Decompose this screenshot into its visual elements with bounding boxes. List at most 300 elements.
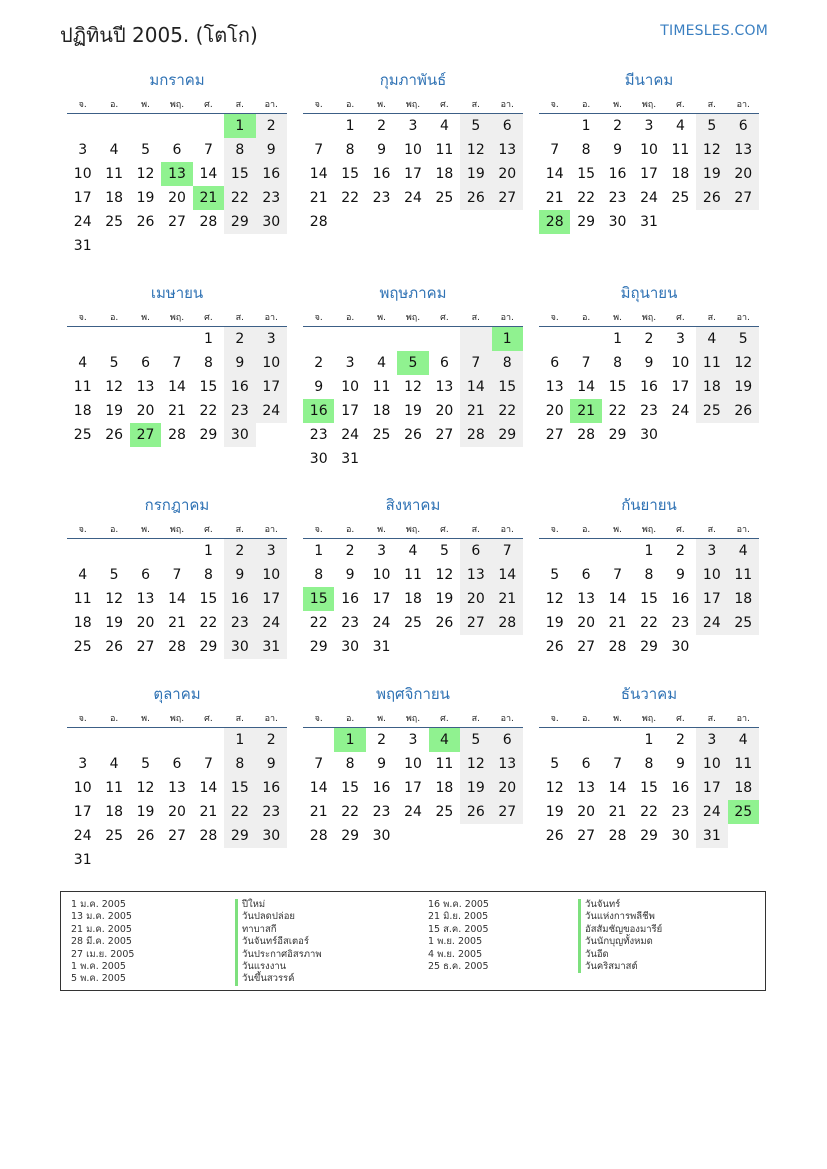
legend-left-names (235, 899, 322, 986)
day-cell-empty (98, 234, 129, 258)
day-cell: 5 (550, 756, 560, 772)
weekday-label: อ. (581, 313, 591, 323)
holiday-name: ปีใหม่ (235, 899, 322, 911)
weekday-label: อา. (736, 100, 750, 110)
weekday-label: พ. (141, 100, 150, 110)
day-cell: 16 (256, 162, 287, 186)
day-cell: 20 (728, 162, 759, 186)
day-cell: 2 (256, 114, 287, 138)
weekday-label: จ. (78, 525, 87, 535)
day-cell: 23 (372, 804, 391, 820)
day-cell: 19 (136, 804, 155, 820)
day-cell: 13 (545, 379, 564, 395)
holiday-name: วันนักบุญทั้งหมด (578, 936, 662, 948)
day-cell: 23 (372, 190, 391, 206)
day-cell: 11 (105, 166, 124, 182)
day-cell: 17 (404, 166, 422, 182)
day-cell-empty (696, 423, 727, 447)
day-cell-empty (193, 848, 224, 872)
day-cell: 4 (429, 728, 460, 752)
day-cell: 2 (675, 732, 685, 748)
day-cell: 19 (105, 403, 124, 419)
day-cell: 27 (728, 186, 759, 210)
day-cell: 20 (136, 615, 155, 631)
day-cell: 22 (640, 615, 658, 631)
day-cell-empty (539, 327, 570, 351)
holiday-date: 27 เม.ย. 2005 (71, 948, 135, 960)
day-cell: 20 (577, 804, 596, 820)
day-cell: 6 (728, 114, 759, 138)
weekday-label: ส. (235, 313, 244, 323)
day-cell-empty (665, 210, 696, 234)
day-cell: 9 (613, 142, 623, 158)
day-cell: 18 (105, 804, 124, 820)
day-cell: 9 (224, 351, 255, 375)
day-cell: 1 (314, 543, 324, 559)
day-cell: 24 (372, 615, 391, 631)
weekday-label: อา. (736, 313, 750, 323)
day-cell: 23 (671, 615, 690, 631)
day-grid (67, 114, 287, 258)
weekday-label: ส. (471, 100, 480, 110)
day-cell-empty (67, 728, 98, 752)
day-cell: 11 (435, 756, 454, 772)
day-cell-empty (256, 848, 287, 872)
holiday-legend (60, 891, 766, 991)
day-cell: 15 (224, 162, 255, 186)
day-cell-empty (460, 824, 491, 848)
day-cell: 9 (377, 142, 387, 158)
day-cell-empty (130, 234, 161, 258)
day-cell: 1 (203, 331, 213, 347)
weekday-label: ศ. (676, 714, 685, 724)
day-cell: 23 (256, 186, 287, 210)
day-cell-empty (161, 728, 192, 752)
day-cell-empty (602, 728, 633, 752)
weekday-label: จ. (550, 714, 559, 724)
day-cell: 21 (608, 804, 627, 820)
day-cell: 12 (696, 138, 727, 162)
day-cell: 11 (372, 379, 391, 395)
day-cell-empty (303, 114, 334, 138)
day-cell: 4 (377, 355, 387, 371)
day-cell: 10 (671, 355, 690, 371)
weekday-header (539, 305, 759, 327)
day-cell: 18 (435, 166, 454, 182)
day-cell: 19 (460, 776, 491, 800)
day-cell: 8 (314, 567, 324, 583)
month-calendar (67, 684, 287, 872)
weekday-label: อา. (500, 313, 514, 323)
day-cell: 7 (492, 539, 523, 563)
day-cell: 16 (671, 780, 690, 796)
day-cell: 16 (224, 587, 255, 611)
day-cell-empty (728, 423, 759, 447)
day-cell: 24 (73, 828, 92, 844)
weekday-label: ส. (471, 525, 480, 535)
day-cell: 6 (172, 756, 182, 772)
holiday-date: 16 พ.ค. 2005 (428, 899, 489, 910)
month-name: มีนาคม (624, 71, 674, 89)
day-cell: 20 (492, 776, 523, 800)
day-cell: 5 (439, 543, 449, 559)
day-cell: 26 (460, 800, 491, 824)
day-cell: 16 (372, 166, 391, 182)
day-cell: 31 (73, 238, 92, 254)
day-cell: 3 (696, 728, 727, 752)
day-cell: 24 (671, 403, 690, 419)
day-cell: 3 (408, 732, 418, 748)
day-cell-empty (429, 447, 460, 471)
day-cell: 3 (78, 756, 88, 772)
day-cell-empty (130, 114, 161, 138)
weekday-label: พฤ. (405, 714, 421, 724)
holiday-date: 1 พ.ค. 2005 (71, 961, 126, 973)
holiday-date: 15 ส.ค. 2005 (428, 923, 489, 935)
page-title: ปฏิทินปี 2005. (โตโก) (60, 23, 258, 47)
day-cell: 27 (168, 828, 186, 844)
month-calendar (303, 70, 523, 234)
day-cell: 25 (435, 804, 454, 820)
weekday-label: อ. (109, 100, 119, 110)
day-cell: 17 (671, 379, 690, 395)
day-cell-empty (492, 824, 523, 848)
day-cell-empty (539, 539, 570, 563)
day-cell: 29 (492, 423, 523, 447)
day-cell-empty (429, 635, 460, 659)
day-cell: 27 (130, 423, 161, 447)
weekday-label: อา. (264, 100, 278, 110)
weekday-label: ศ. (440, 714, 449, 724)
weekday-label: อา. (500, 714, 514, 724)
day-cell-empty (397, 210, 428, 234)
day-cell: 25 (671, 190, 690, 206)
weekday-label: ศ. (440, 100, 449, 110)
day-cell: 21 (309, 190, 328, 206)
day-cell: 23 (640, 403, 658, 419)
weekday-header (67, 517, 287, 539)
day-cell: 24 (73, 214, 92, 230)
day-cell: 28 (608, 828, 627, 844)
weekday-label: พ. (141, 525, 150, 535)
weekday-label: ศ. (440, 313, 449, 323)
day-cell: 25 (73, 639, 92, 655)
day-cell: 1 (613, 331, 623, 347)
day-cell: 28 (168, 427, 186, 443)
weekday-label: พฤ. (169, 714, 185, 724)
day-cell-empty (397, 447, 428, 471)
weekday-header (67, 706, 287, 728)
weekday-header (539, 92, 759, 114)
day-cell: 20 (492, 162, 523, 186)
day-cell: 3 (644, 118, 654, 134)
day-cell-empty (334, 327, 365, 351)
day-cell-empty (161, 234, 192, 258)
day-cell: 7 (581, 355, 591, 371)
day-cell: 30 (640, 427, 658, 443)
day-cell: 13 (728, 138, 759, 162)
day-cell: 15 (303, 587, 334, 611)
day-cell: 12 (460, 752, 491, 776)
day-cell: 18 (73, 403, 92, 419)
day-cell: 31 (696, 824, 727, 848)
day-cell: 10 (372, 567, 391, 583)
day-cell: 12 (545, 780, 564, 796)
weekday-label: อา. (264, 313, 278, 323)
weekday-label: อา. (500, 100, 514, 110)
day-cell: 18 (435, 780, 454, 796)
day-cell: 6 (581, 567, 591, 583)
weekday-header (67, 92, 287, 114)
day-cell: 7 (460, 351, 491, 375)
weekday-header (303, 305, 523, 327)
weekday-label: ส. (471, 313, 480, 323)
day-cell-empty (193, 234, 224, 258)
holiday-date: 13 ม.ค. 2005 (71, 911, 132, 923)
day-cell: 28 (460, 423, 491, 447)
day-cell: 12 (435, 567, 454, 583)
holiday-name: วันประกาศอิสรภาพ (235, 949, 322, 961)
day-cell: 19 (404, 403, 422, 419)
day-cell-empty (366, 447, 397, 471)
weekday-label: พฤ. (641, 525, 657, 535)
day-cell: 14 (460, 375, 491, 399)
day-cell: 28 (608, 639, 627, 655)
day-cell: 12 (105, 379, 124, 395)
day-cell: 17 (256, 375, 287, 399)
day-cell: 18 (728, 587, 759, 611)
weekday-label: ศ. (204, 313, 213, 323)
day-cell: 4 (728, 539, 759, 563)
day-cell: 11 (73, 591, 92, 607)
day-cell-empty (98, 114, 129, 138)
day-cell: 27 (168, 214, 186, 230)
day-cell: 15 (199, 591, 218, 607)
day-cell: 27 (492, 800, 523, 824)
day-cell: 15 (199, 379, 218, 395)
day-cell: 17 (640, 166, 658, 182)
day-cell-empty (130, 728, 161, 752)
day-cell-empty (334, 210, 365, 234)
day-cell: 28 (168, 639, 186, 655)
day-cell: 26 (105, 427, 124, 443)
month-name: ธันวาคม (620, 685, 678, 703)
day-cell: 3 (256, 327, 287, 351)
day-cell: 13 (136, 379, 155, 395)
day-cell: 21 (168, 615, 186, 631)
day-cell: 20 (460, 587, 491, 611)
day-cell: 19 (545, 615, 564, 631)
weekday-label: อ. (109, 525, 119, 535)
day-cell: 2 (644, 331, 654, 347)
day-grid (303, 114, 523, 234)
day-cell: 9 (675, 567, 685, 583)
day-cell-empty (67, 114, 98, 138)
day-cell: 18 (696, 375, 727, 399)
day-cell-empty (98, 848, 129, 872)
day-cell: 30 (309, 451, 328, 467)
day-cell: 4 (78, 567, 88, 583)
day-cell: 25 (372, 427, 391, 443)
day-cell-empty (67, 539, 98, 563)
day-cell: 21 (460, 399, 491, 423)
day-cell: 7 (314, 756, 324, 772)
day-cell: 2 (314, 355, 324, 371)
day-cell: 7 (550, 142, 560, 158)
weekday-label: จ. (550, 313, 559, 323)
weekday-label: อา. (264, 714, 278, 724)
day-cell: 20 (435, 403, 454, 419)
day-cell: 5 (141, 142, 151, 158)
weekday-label: พ. (377, 313, 386, 323)
month-name: มกราคม (149, 71, 205, 89)
day-cell: 28 (309, 828, 328, 844)
day-cell-empty (98, 539, 129, 563)
month-calendar (539, 684, 759, 848)
day-cell: 4 (109, 142, 119, 158)
day-cell: 30 (224, 635, 255, 659)
day-cell: 19 (728, 375, 759, 399)
day-cell: 26 (404, 427, 422, 443)
day-cell: 19 (696, 162, 727, 186)
day-cell: 17 (696, 587, 727, 611)
day-cell: 6 (550, 355, 560, 371)
day-cell-empty (696, 635, 727, 659)
weekday-label: พฤ. (169, 313, 185, 323)
day-cell: 12 (460, 138, 491, 162)
day-cell: 31 (640, 214, 658, 230)
day-cell: 25 (728, 611, 759, 635)
day-grid (303, 539, 523, 659)
legend-right-names (578, 899, 662, 973)
month-calendar (539, 70, 759, 234)
day-cell: 8 (644, 756, 654, 772)
day-cell: 15 (608, 379, 627, 395)
day-cell: 8 (224, 752, 255, 776)
weekday-header (539, 517, 759, 539)
day-cell: 11 (671, 142, 690, 158)
day-cell: 16 (608, 166, 627, 182)
day-cell: 13 (435, 379, 454, 395)
day-cell: 30 (341, 639, 360, 655)
day-cell-empty (303, 728, 334, 752)
day-cell: 29 (608, 427, 627, 443)
weekday-label: ส. (235, 525, 244, 535)
holiday-date: 25 ธ.ค. 2005 (428, 961, 489, 973)
holiday-name: วันจันทร์ (578, 899, 662, 911)
weekday-label: จ. (314, 313, 323, 323)
day-cell: 18 (671, 166, 690, 182)
day-cell: 15 (224, 776, 255, 800)
day-cell: 18 (105, 190, 124, 206)
day-cell-empty (161, 539, 192, 563)
day-cell-empty (161, 327, 192, 351)
day-cell: 14 (309, 780, 328, 796)
day-cell-empty (728, 210, 759, 234)
weekday-label: พฤ. (641, 714, 657, 724)
day-cell: 4 (78, 355, 88, 371)
day-cell: 10 (256, 563, 287, 587)
day-cell-empty (303, 327, 334, 351)
legend-right-dates (428, 899, 489, 973)
weekday-label: จ. (78, 100, 87, 110)
day-cell: 8 (203, 567, 213, 583)
day-cell: 18 (404, 591, 422, 607)
day-cell-empty (161, 848, 192, 872)
day-cell: 14 (545, 166, 564, 182)
day-cell: 16 (303, 399, 334, 423)
day-cell: 12 (728, 351, 759, 375)
day-cell: 20 (136, 403, 155, 419)
day-cell: 27 (545, 427, 564, 443)
month-name: สิงหาคม (385, 496, 441, 514)
day-cell: 12 (136, 166, 155, 182)
day-cell: 23 (671, 804, 690, 820)
month-calendar (303, 283, 523, 471)
site-link[interactable]: TIMESLES.COM (660, 23, 768, 39)
weekday-label: จ. (550, 100, 559, 110)
holiday-date: 21 ม.ค. 2005 (71, 923, 132, 935)
day-cell: 28 (492, 611, 523, 635)
weekday-header (67, 305, 287, 327)
day-cell: 6 (172, 142, 182, 158)
day-cell: 24 (696, 611, 727, 635)
day-cell: 10 (73, 780, 92, 796)
holiday-name: วันคริสมาสต์ (578, 961, 662, 973)
day-cell: 22 (309, 615, 328, 631)
day-cell: 4 (439, 118, 449, 134)
day-cell: 13 (492, 138, 523, 162)
weekday-label: อา. (264, 525, 278, 535)
weekday-label: ส. (707, 313, 716, 323)
day-cell: 9 (644, 355, 654, 371)
day-cell: 7 (203, 756, 213, 772)
day-cell-empty (665, 423, 696, 447)
day-cell: 16 (640, 379, 658, 395)
day-cell: 29 (309, 639, 328, 655)
day-cell-empty (397, 824, 428, 848)
day-cell: 10 (640, 142, 658, 158)
day-cell: 30 (671, 639, 690, 655)
holiday-name: ทาบาสกี (235, 924, 322, 936)
holiday-date: 4 พ.ย. 2005 (428, 948, 483, 960)
day-cell-empty (539, 114, 570, 138)
day-cell: 9 (256, 138, 287, 162)
day-cell: 29 (577, 214, 596, 230)
weekday-label: ศ. (676, 313, 685, 323)
day-cell: 31 (73, 852, 92, 868)
holiday-date: 1 ม.ค. 2005 (71, 899, 126, 910)
day-cell: 20 (545, 403, 564, 419)
day-cell: 22 (341, 190, 360, 206)
day-cell: 1 (345, 118, 355, 134)
day-cell: 26 (105, 639, 124, 655)
day-cell: 21 (570, 399, 601, 423)
day-cell-empty (397, 635, 428, 659)
day-cell: 19 (545, 804, 564, 820)
day-cell: 8 (224, 138, 255, 162)
day-cell: 5 (109, 567, 119, 583)
day-cell: 4 (408, 543, 418, 559)
weekday-label: พ. (141, 313, 150, 323)
weekday-label: อ. (345, 100, 355, 110)
day-cell: 14 (168, 379, 186, 395)
day-cell: 8 (345, 142, 355, 158)
holiday-date: 28 มี.ค. 2005 (71, 936, 132, 948)
day-grid (539, 114, 759, 234)
weekday-header (303, 92, 523, 114)
day-cell: 2 (377, 118, 387, 134)
